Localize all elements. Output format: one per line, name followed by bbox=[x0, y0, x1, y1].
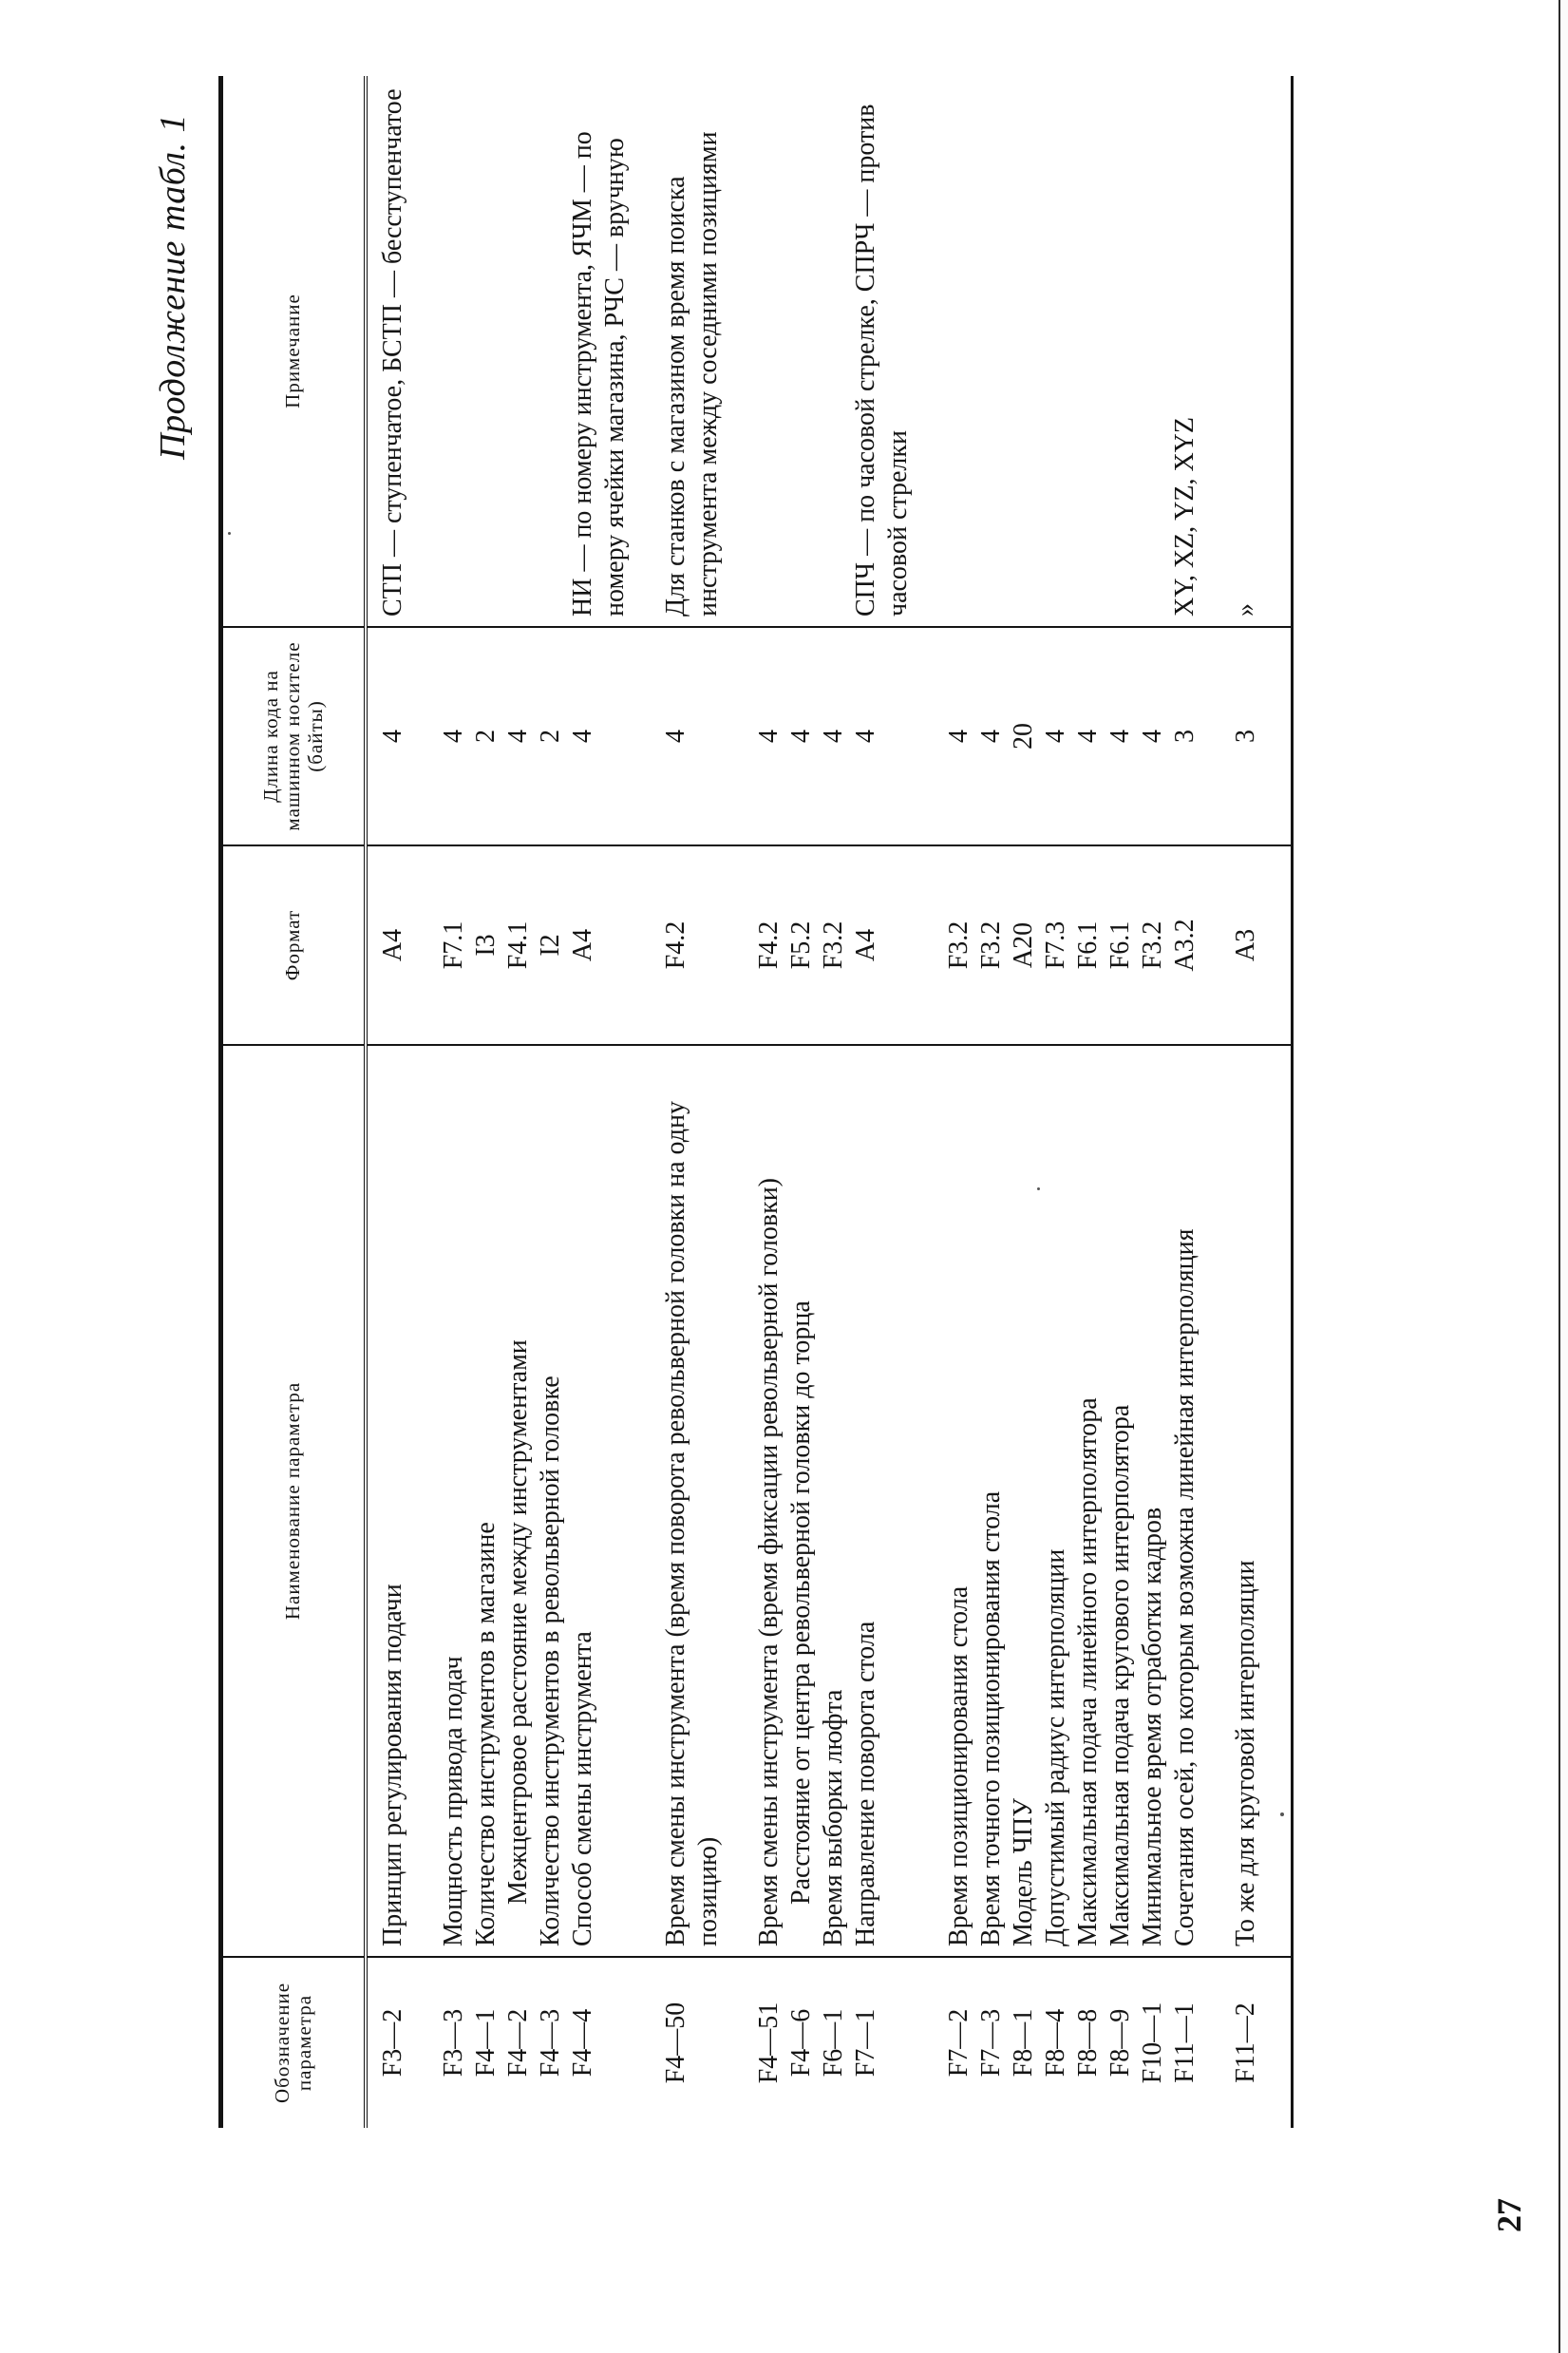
param-code-cell bbox=[1105, 1957, 1137, 2128]
code-length-cell bbox=[785, 627, 818, 845]
table-row bbox=[567, 76, 632, 2128]
param-name-cell-text: То же для круговой интерполяции bbox=[1231, 1560, 1260, 1946]
code-length-cell bbox=[1040, 627, 1072, 845]
code-length-cell bbox=[1072, 627, 1105, 845]
note-cell bbox=[1040, 76, 1072, 627]
param-name-cell bbox=[567, 1045, 632, 1957]
code-length-cell bbox=[1008, 627, 1040, 845]
format-cell-text: A4 bbox=[851, 928, 880, 962]
note-cell bbox=[975, 76, 1008, 627]
parameter-table bbox=[218, 76, 1294, 2128]
param-code-cell-text: F3—2 bbox=[378, 2008, 407, 2078]
param-name-cell-text: Минимальное время отработки кадров bbox=[1138, 1507, 1167, 1946]
param-name-cell bbox=[1008, 1045, 1040, 1957]
param-code-cell bbox=[567, 1957, 632, 2128]
format-cell-text: I2 bbox=[536, 934, 565, 957]
param-code-cell bbox=[1137, 1957, 1169, 2128]
param-name-cell-text: Межцентровое расстояние между инструментами bbox=[503, 1339, 533, 1905]
param-name-cell-text: Время позиционирования стола bbox=[944, 1585, 973, 1946]
code-length-cell bbox=[377, 627, 409, 845]
code-length-cell bbox=[502, 627, 535, 845]
param-name-cell-text: Максимальная подача линейного интерполятора bbox=[1073, 1397, 1103, 1946]
format-cell bbox=[785, 845, 818, 1045]
code-length-cell-text: 4 bbox=[944, 730, 973, 743]
code-length-cell bbox=[567, 627, 632, 845]
table-row bbox=[1230, 76, 1262, 2128]
code-length-cell bbox=[818, 627, 850, 845]
param-name-cell-text: Количество инструментов в магазине bbox=[471, 1522, 501, 1946]
note-cell bbox=[785, 76, 818, 627]
table-row bbox=[377, 76, 409, 2128]
code-length-cell bbox=[660, 627, 725, 845]
code-length-cell-text: 4 bbox=[503, 730, 533, 743]
code-length-cell-text: 4 bbox=[819, 730, 848, 743]
param-name-cell-text: Модель ЧПУ bbox=[1009, 1797, 1038, 1946]
code-length-cell-text: 2 bbox=[536, 730, 565, 743]
param-code-cell bbox=[1072, 1957, 1105, 2128]
param-name-cell bbox=[818, 1045, 850, 1957]
format-cell bbox=[753, 845, 785, 1045]
format-cell bbox=[850, 845, 915, 1045]
param-code-cell bbox=[850, 1957, 915, 2128]
param-name-cell bbox=[943, 1045, 975, 1957]
param-code-cell-text: F4—3 bbox=[536, 2008, 565, 2078]
code-length-cell bbox=[943, 627, 975, 845]
param-code-cell-text: F4—6 bbox=[786, 2008, 816, 2078]
header-name: Наименование параметра bbox=[223, 1045, 366, 1957]
param-name-cell-text: Время смены инструмента (время фиксации револьверной головки) bbox=[754, 1177, 784, 1946]
note-cell bbox=[1072, 76, 1105, 627]
format-cell-text: F4.1 bbox=[503, 920, 533, 970]
param-code-cell-text: F8—9 bbox=[1105, 2008, 1135, 2078]
note-cell bbox=[535, 76, 567, 627]
row-gap bbox=[1201, 76, 1230, 2128]
row-gap bbox=[632, 76, 660, 2128]
param-name-cell-text: Время выборки люфта bbox=[819, 1689, 848, 1946]
param-name-cell bbox=[785, 1045, 818, 1957]
param-name-cell bbox=[502, 1045, 535, 1957]
param-name-cell-text: Количество инструментов в револьверной головке bbox=[536, 1376, 565, 1946]
format-cell bbox=[535, 845, 567, 1045]
param-name-cell-text: Максимальная подача кругового интерполятора bbox=[1105, 1404, 1135, 1946]
note-cell bbox=[1137, 76, 1169, 627]
format-cell bbox=[1230, 845, 1262, 1045]
format-cell-text: A3.2 bbox=[1170, 919, 1200, 972]
format-cell bbox=[1169, 845, 1201, 1045]
code-length-cell-text: 4 bbox=[439, 730, 468, 743]
format-cell-text: F3.2 bbox=[944, 920, 973, 970]
code-length-cell bbox=[975, 627, 1008, 845]
note-cell bbox=[1230, 76, 1262, 627]
note-cell-text: Для станков с магазином время поиска инструмента между соседними позициями bbox=[661, 131, 723, 617]
note-cell bbox=[943, 76, 975, 627]
param-code-cell bbox=[818, 1957, 850, 2128]
param-code-cell-text: F7—1 bbox=[851, 2008, 880, 2078]
param-name-cell bbox=[1072, 1045, 1105, 1957]
param-code-cell bbox=[502, 1957, 535, 2128]
param-code-cell bbox=[535, 1957, 567, 2128]
table-header-row bbox=[223, 76, 366, 2128]
note-cell-text: XY, XZ, YZ, XYZ bbox=[1170, 417, 1200, 617]
table-row bbox=[1169, 76, 1201, 2128]
param-name-cell-text: Расстояние от центра револьверной головки до торца bbox=[786, 1300, 816, 1905]
header-format: Формат bbox=[223, 845, 366, 1045]
param-code-cell-text: F4—51 bbox=[754, 2002, 784, 2084]
format-cell bbox=[1105, 845, 1137, 1045]
table-row bbox=[1040, 76, 1072, 2128]
format-cell bbox=[943, 845, 975, 1045]
format-cell bbox=[1040, 845, 1072, 1045]
param-code-cell-text: F8—1 bbox=[1009, 2008, 1038, 2078]
format-cell bbox=[377, 845, 409, 1045]
code-length-cell-text: 4 bbox=[568, 730, 597, 743]
param-code-cell-text: F11—1 bbox=[1170, 2002, 1200, 2083]
format-cell-text: F5.2 bbox=[786, 920, 816, 970]
code-length-cell-text: 4 bbox=[1041, 730, 1070, 743]
code-length-cell bbox=[535, 627, 567, 845]
note-cell bbox=[438, 76, 470, 627]
param-code-cell-text: F4—50 bbox=[661, 2002, 690, 2084]
code-length-cell bbox=[1137, 627, 1169, 845]
code-length-cell bbox=[753, 627, 785, 845]
param-code-cell-text: F10—1 bbox=[1138, 2002, 1167, 2084]
format-cell-text: F7.1 bbox=[439, 920, 468, 970]
table-row bbox=[660, 76, 725, 2128]
param-name-cell bbox=[1137, 1045, 1169, 1957]
format-cell bbox=[1008, 845, 1040, 1045]
param-name-cell bbox=[975, 1045, 1008, 1957]
param-name-cell-text: Допустимый радиус интерполяции bbox=[1041, 1548, 1070, 1946]
table-caption: Продолжение табл. 1 bbox=[153, 114, 193, 460]
format-cell bbox=[470, 845, 502, 1045]
format-cell bbox=[975, 845, 1008, 1045]
table-row bbox=[785, 76, 818, 2128]
format-cell-text: F7.3 bbox=[1041, 920, 1070, 970]
param-code-cell-text: F3—3 bbox=[439, 2008, 468, 2078]
table-row bbox=[438, 76, 470, 2128]
format-cell bbox=[1137, 845, 1169, 1045]
table-row bbox=[1008, 76, 1040, 2128]
code-length-cell bbox=[1169, 627, 1201, 845]
param-code-cell-text: F8—8 bbox=[1073, 2008, 1103, 2078]
param-code-cell bbox=[943, 1957, 975, 2128]
param-code-cell bbox=[975, 1957, 1008, 2128]
param-code-cell-text: F4—1 bbox=[471, 2008, 501, 2078]
format-cell-text: A4 bbox=[568, 928, 597, 962]
note-cell bbox=[850, 76, 915, 627]
code-length-cell bbox=[470, 627, 502, 845]
format-cell-text: F3.2 bbox=[819, 920, 848, 970]
param-code-cell bbox=[470, 1957, 502, 2128]
format-cell-text: A4 bbox=[378, 928, 407, 962]
note-cell-text: СТП — ступенчатое, БСТП — бесступенчатое bbox=[378, 88, 407, 617]
code-length-cell-text: 4 bbox=[851, 730, 880, 743]
format-cell bbox=[660, 845, 725, 1045]
table-row bbox=[1137, 76, 1169, 2128]
header-code: Обозначение параметра bbox=[223, 1957, 366, 2128]
table-row bbox=[1072, 76, 1105, 2128]
table-row bbox=[850, 76, 915, 2128]
format-cell-text: F6.1 bbox=[1105, 920, 1135, 970]
code-length-cell bbox=[438, 627, 470, 845]
table-row bbox=[1105, 76, 1137, 2128]
param-name-cell bbox=[377, 1045, 409, 1957]
note-cell bbox=[660, 76, 725, 627]
param-code-cell bbox=[753, 1957, 785, 2128]
param-code-cell-text: F8—4 bbox=[1041, 2008, 1070, 2078]
code-length-cell-text: 2 bbox=[471, 730, 501, 743]
row-spacer bbox=[366, 76, 377, 2128]
param-code-cell bbox=[1008, 1957, 1040, 2128]
param-name-cell bbox=[438, 1045, 470, 1957]
note-cell bbox=[1105, 76, 1137, 627]
format-cell-text: F6.1 bbox=[1073, 920, 1103, 970]
format-cell-text: F4.2 bbox=[661, 920, 690, 970]
param-code-cell bbox=[438, 1957, 470, 2128]
param-name-cell-text: Время смены инструмента (время поворота револьверной головки на одну позицию) bbox=[661, 1101, 723, 1946]
param-name-cell-text: Способ смены инструмента bbox=[568, 1631, 597, 1946]
param-name-cell bbox=[850, 1045, 915, 1957]
code-length-cell-text: 3 bbox=[1231, 730, 1260, 743]
table-row bbox=[943, 76, 975, 2128]
param-code-cell bbox=[1169, 1957, 1201, 2128]
format-cell-text: F4.2 bbox=[754, 920, 784, 970]
param-name-cell bbox=[1169, 1045, 1201, 1957]
param-name-cell bbox=[535, 1045, 567, 1957]
note-cell-text: НИ — по номеру инструмента, ЯЧМ — по номеру ячейки магазина, РЧС — вручную bbox=[568, 131, 630, 617]
row-spacer bbox=[1262, 76, 1291, 2128]
format-cell-text: F3.2 bbox=[1138, 920, 1167, 970]
param-code-cell-text: F4—4 bbox=[568, 2008, 597, 2078]
note-cell bbox=[753, 76, 785, 627]
note-cell bbox=[1008, 76, 1040, 627]
code-length-cell-text: 20 bbox=[1009, 723, 1038, 750]
code-length-cell-text: 4 bbox=[976, 730, 1006, 743]
param-name-cell bbox=[470, 1045, 502, 1957]
table-row bbox=[818, 76, 850, 2128]
code-length-cell-text: 4 bbox=[661, 730, 690, 743]
format-cell bbox=[567, 845, 632, 1045]
param-code-cell-text: F4—2 bbox=[503, 2008, 533, 2078]
param-code-cell bbox=[1040, 1957, 1072, 2128]
param-name-cell-text: Принцип регулирования подачи bbox=[378, 1584, 407, 1946]
code-length-cell bbox=[850, 627, 915, 845]
note-cell-text: » bbox=[1231, 603, 1260, 617]
param-name-cell-text: Направление поворота стола bbox=[851, 1621, 880, 1946]
format-cell bbox=[438, 845, 470, 1045]
format-cell-text: F3.2 bbox=[976, 920, 1006, 970]
row-gap bbox=[725, 76, 753, 2128]
param-code-cell bbox=[377, 1957, 409, 2128]
row-gap bbox=[409, 76, 438, 2128]
param-name-cell bbox=[753, 1045, 785, 1957]
code-length-cell-text: 3 bbox=[1170, 730, 1200, 743]
param-code-cell bbox=[785, 1957, 818, 2128]
code-length-cell bbox=[1105, 627, 1137, 845]
code-length-cell-text: 4 bbox=[1138, 730, 1167, 743]
note-cell bbox=[567, 76, 632, 627]
table-row bbox=[535, 76, 567, 2128]
param-code-cell-text: F11—2 bbox=[1231, 2002, 1260, 2083]
format-cell bbox=[502, 845, 535, 1045]
format-cell bbox=[818, 845, 850, 1045]
param-code-cell bbox=[660, 1957, 725, 2128]
code-length-cell-text: 4 bbox=[1105, 730, 1135, 743]
code-length-cell-text: 4 bbox=[786, 730, 816, 743]
param-code-cell bbox=[1230, 1957, 1262, 2128]
format-cell bbox=[1072, 845, 1105, 1045]
format-cell-text: A20 bbox=[1009, 921, 1038, 969]
param-name-cell bbox=[1230, 1045, 1262, 1957]
param-name-cell-text: Время точного позиционирования стола bbox=[976, 1490, 1006, 1946]
scan-edge bbox=[1559, 0, 1568, 2353]
page-number: 27 bbox=[1490, 2198, 1528, 2232]
param-name-cell bbox=[660, 1045, 725, 1957]
code-length-cell-text: 4 bbox=[754, 730, 784, 743]
row-gap bbox=[915, 76, 943, 2128]
note-cell-text: СПЧ — по часовой стрелке, СПРЧ — против часовой стрелки bbox=[851, 104, 913, 617]
format-cell-text: A3 bbox=[1231, 928, 1260, 962]
code-length-cell bbox=[1230, 627, 1262, 845]
param-code-cell-text: F7—2 bbox=[944, 2008, 973, 2078]
param-name-cell-text: Мощность привода подач bbox=[439, 1656, 468, 1946]
table-row bbox=[470, 76, 502, 2128]
format-cell-text: I3 bbox=[471, 934, 501, 957]
table-body bbox=[366, 76, 1291, 2128]
code-length-cell-text: 4 bbox=[1073, 730, 1103, 743]
note-cell bbox=[377, 76, 409, 627]
param-name-cell bbox=[1040, 1045, 1072, 1957]
note-cell bbox=[470, 76, 502, 627]
table-row bbox=[502, 76, 535, 2128]
header-length: Длина кода на машинном носителе (байты) bbox=[223, 627, 366, 845]
note-cell bbox=[818, 76, 850, 627]
param-name-cell-text: Сочетания осей, по которым возможна линейная интерполяция bbox=[1170, 1228, 1200, 1946]
param-code-cell-text: F6—1 bbox=[819, 2008, 848, 2078]
table-row bbox=[753, 76, 785, 2128]
param-name-cell bbox=[1105, 1045, 1137, 1957]
header-note: Примечание bbox=[223, 76, 366, 627]
note-cell bbox=[1169, 76, 1201, 627]
rotated-page bbox=[152, 76, 1539, 2232]
code-length-cell-text: 4 bbox=[378, 730, 407, 743]
table-row bbox=[975, 76, 1008, 2128]
param-code-cell-text: F7—3 bbox=[976, 2008, 1006, 2078]
note-cell bbox=[502, 76, 535, 627]
